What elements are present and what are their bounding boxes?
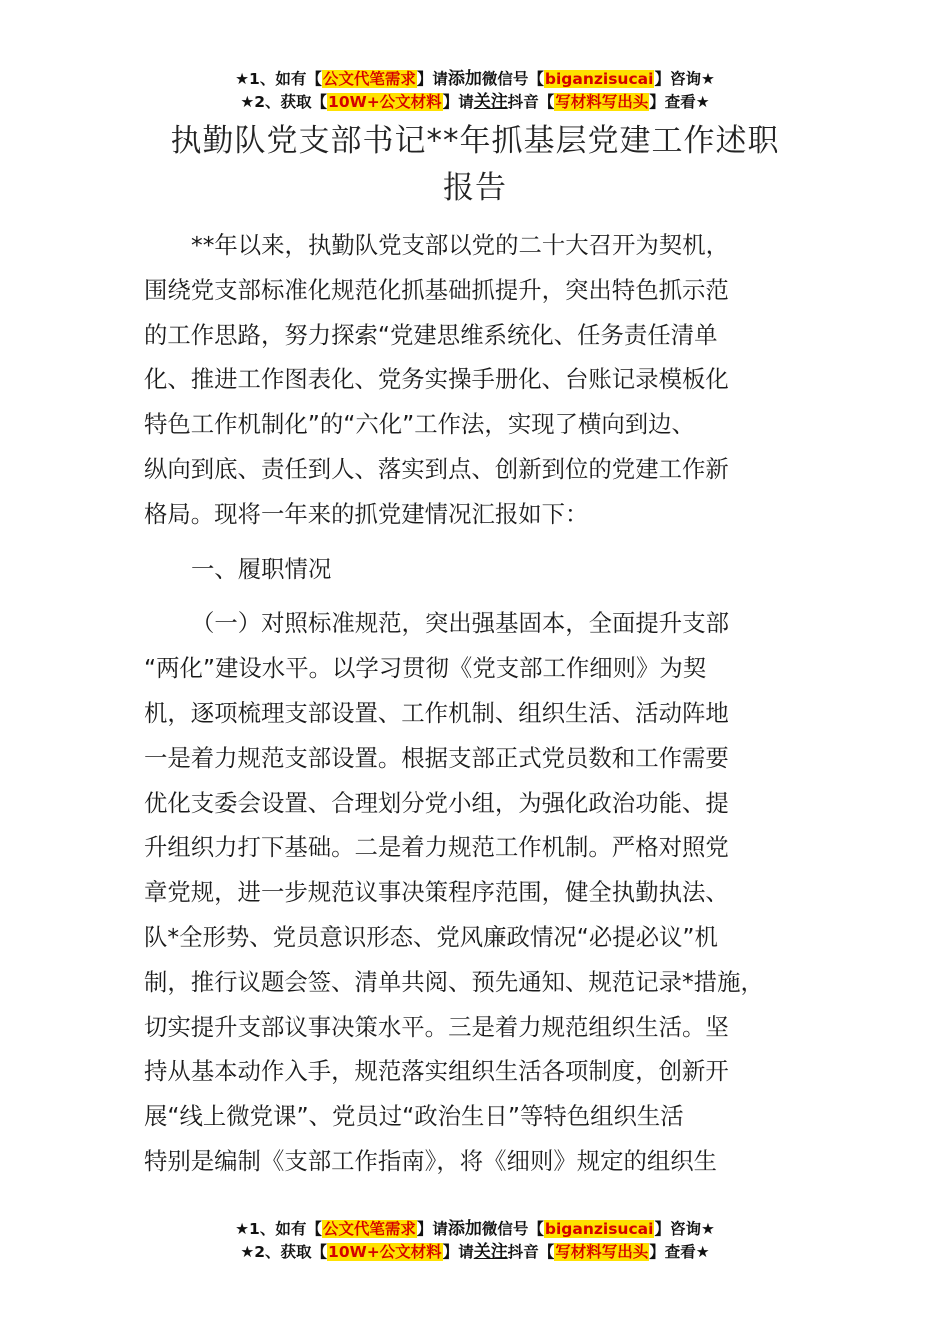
notice-text: 】请	[416, 70, 448, 88]
section-heading: 一、履职情况	[191, 554, 332, 583]
notice-text: 抖音【	[507, 93, 555, 111]
notice-text: 】查看★	[649, 93, 710, 111]
body-line: 章党规，进一步规范议事决策程序范围，健全执勤执法、	[144, 878, 729, 907]
body-line: 制，推行议题会签、清单共阅、预先通知、规范记录*措施，	[144, 967, 764, 996]
body-line: “两化”建设水平。以学习贯彻《党支部工作细则》为契	[144, 654, 707, 683]
notice-text: 】咨询★	[654, 70, 715, 88]
body-line: 的工作思路，努力探索“党建思维系统化、任务责任清单	[144, 320, 718, 349]
highlight-wechat-id: biganzisucai	[544, 1220, 654, 1238]
notice-line-2	[0, 91, 950, 114]
body-line: 特别是编制《支部工作指南》，将《细则》规定的组织生	[144, 1146, 718, 1175]
notice-text: 添加	[447, 1219, 482, 1239]
notice-text: 】查看★	[649, 1243, 710, 1261]
body-line: **年以来，执勤队党支部以党的二十大召开为契机，	[191, 231, 729, 259]
body-line: 切实提升支部议事决策水平。三是着力规范组织生活。坚	[144, 1012, 729, 1041]
notice-text: ★1、如有【	[235, 1220, 322, 1238]
highlight-materials: 10W+公文材料	[328, 1243, 442, 1261]
body-line: （一）对照标准规范，突出强基固本，全面提升支部	[191, 609, 729, 638]
highlight-wechat-id: biganzisucai	[544, 70, 654, 88]
highlight-service: 公文代笔需求	[322, 70, 416, 88]
document-title-line-1: 执勤队党支部书记**年抓基层党建工作述职	[170, 123, 780, 159]
document-title-line-2: 报告	[443, 170, 507, 206]
body-line: 纵向到底、责任到人、落实到点、创新到位的党建工作新	[144, 454, 729, 483]
notice-text: 微信号【	[481, 1220, 544, 1238]
body-line: 化、推进工作图表化、党务实操手册化、台账记录模板化	[144, 365, 729, 394]
notice-text: 关注	[473, 1242, 508, 1262]
notice-text: ★2、获取【	[240, 93, 328, 111]
highlight-service: 公文代笔需求	[322, 1220, 416, 1238]
notice-text: 】请	[442, 93, 474, 111]
notice-text: ★2、获取【	[240, 1243, 328, 1261]
body-line: 围绕党支部标准化规范化抓基础抓提升，突出特色抓示范	[144, 275, 729, 304]
notice-line-2	[0, 1241, 950, 1264]
body-line: 持从基本动作入手，规范落实组织生活各项制度，创新开	[144, 1057, 729, 1086]
notice-text: 】咨询★	[654, 1220, 715, 1238]
footer-notice-banner	[0, 1218, 950, 1264]
document-body	[144, 223, 812, 1184]
notice-text: ★1、如有【	[235, 70, 322, 88]
notice-text: 抖音【	[507, 1243, 555, 1261]
notice-text: 添加	[447, 69, 482, 89]
notice-text: 】请	[442, 1243, 474, 1261]
notice-text: 关注	[473, 92, 508, 112]
header-notice-banner	[0, 68, 950, 114]
highlight-account: 写材料写出头	[555, 93, 649, 111]
body-line: 优化支委会设置、合理划分党小组，为强化政治功能、提	[144, 788, 729, 817]
body-line: 格局。现将一年来的抓党建情况汇报如下：	[144, 499, 589, 528]
notice-text: 微信号【	[481, 70, 544, 88]
body-line: 展“线上微党课”、党员过“政治生日”等特色组织生活	[144, 1102, 684, 1131]
body-line: 特色工作机制化”的“六化”工作法，实现了横向到边、	[144, 410, 695, 439]
notice-text: 】请	[416, 1220, 448, 1238]
notice-line-1	[0, 1218, 950, 1241]
body-line: 机，逐项梳理支部设置、工作机制、组织生活、活动阵地	[144, 698, 729, 727]
body-line: 一是着力规范支部设置。根据支部正式党员数和工作需要	[144, 743, 729, 772]
highlight-account: 写材料写出头	[555, 1243, 649, 1261]
body-line: 升组织力打下基础。二是着力规范工作机制。严格对照党	[144, 833, 729, 862]
highlight-materials: 10W+公文材料	[328, 93, 442, 111]
notice-line-1	[0, 68, 950, 91]
body-line: 队*全形势、党员意识形态、党风廉政情况“必提必议”机	[144, 922, 718, 951]
